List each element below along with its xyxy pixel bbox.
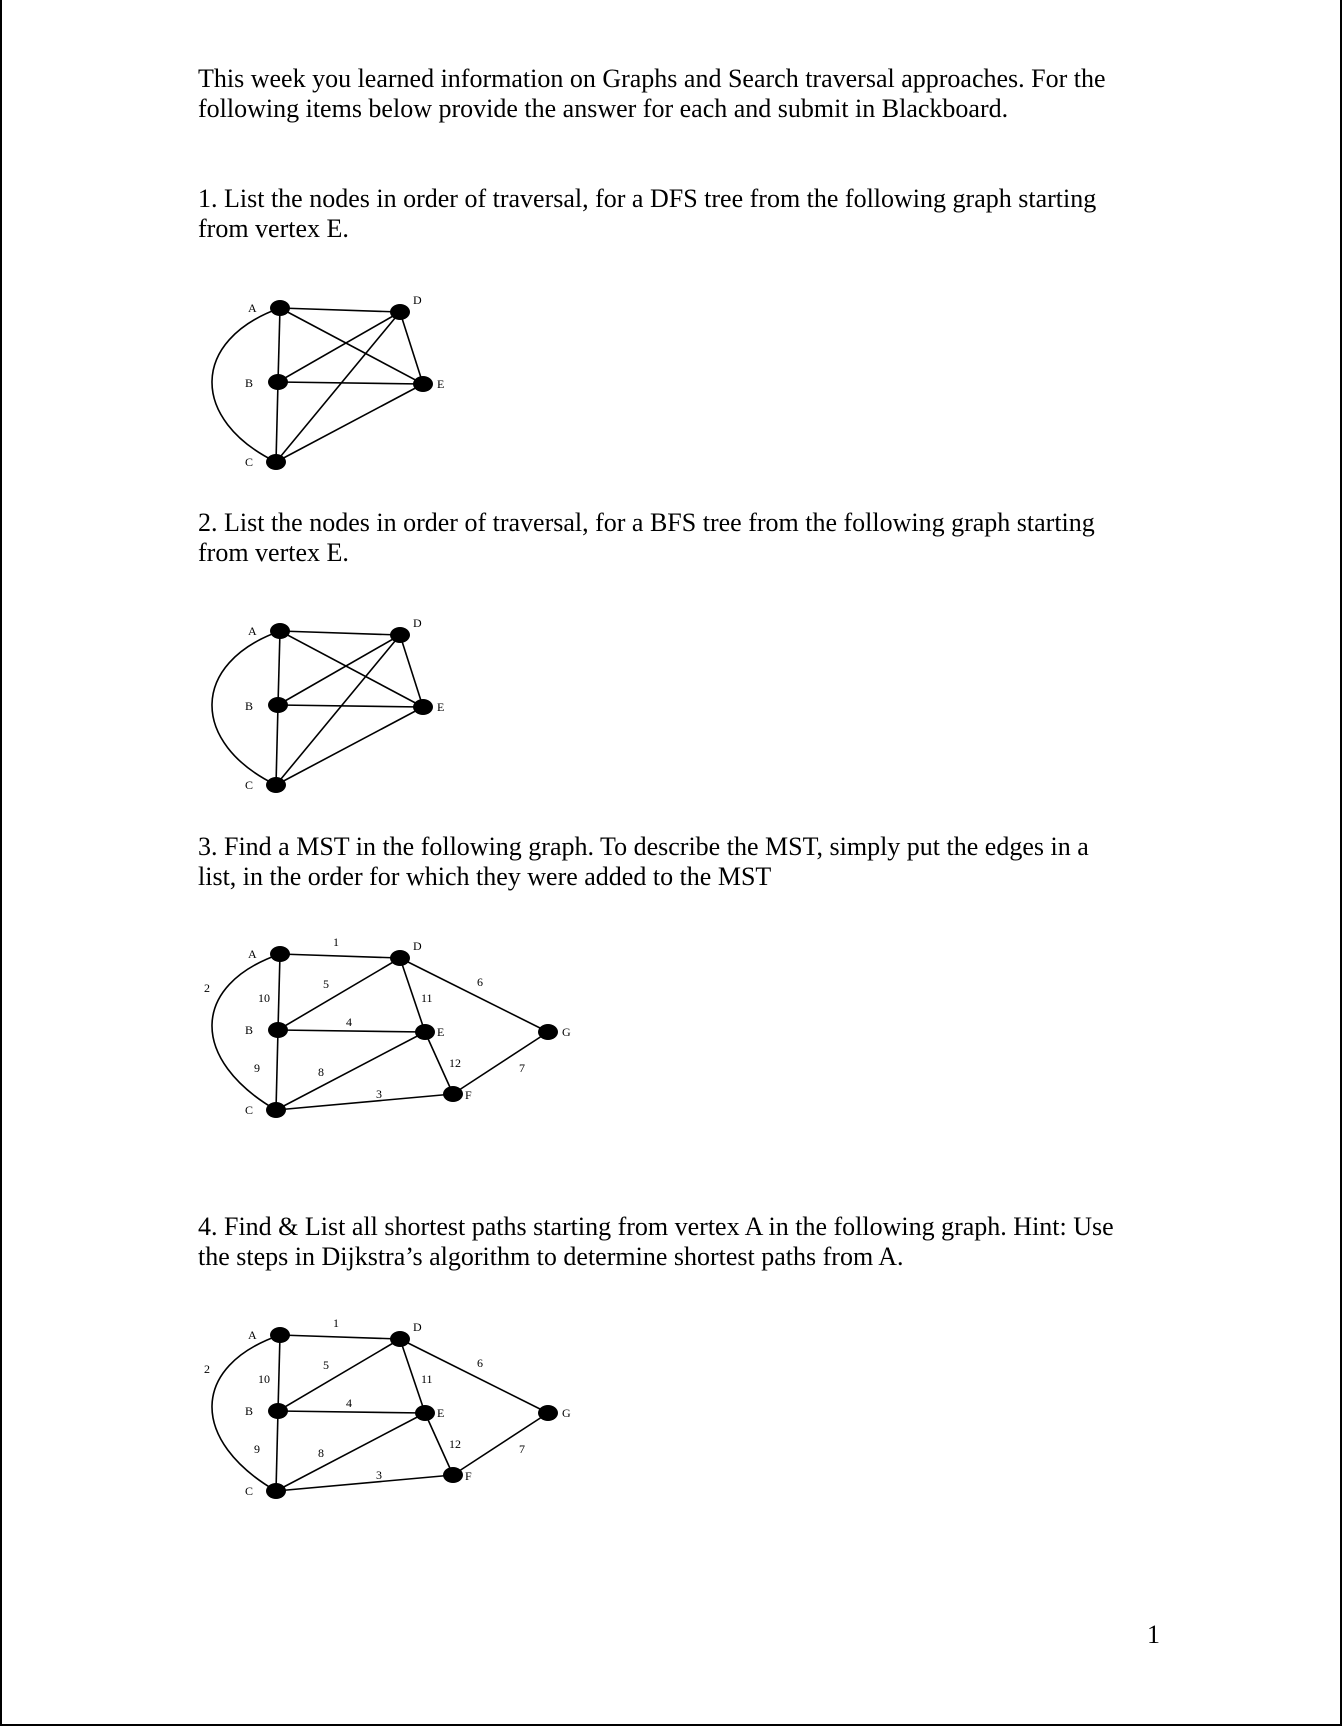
dijkstra-graph xyxy=(0,1311,600,1501)
dfs-graph xyxy=(0,290,500,490)
edge-b-e xyxy=(278,1411,425,1413)
node-g xyxy=(538,1024,558,1040)
node-label-d: D xyxy=(413,939,422,953)
weight-a-d: 1 xyxy=(333,935,339,949)
node-g xyxy=(538,1405,558,1421)
node-label-a: A xyxy=(248,624,257,638)
edge-a-b xyxy=(278,631,280,705)
edge-b-e xyxy=(278,382,423,384)
bfs-graph xyxy=(0,613,500,813)
node-label-c: C xyxy=(245,1103,254,1117)
weight-a-b: 10 xyxy=(258,991,270,1005)
weight-e-f: 12 xyxy=(449,1437,461,1451)
weight-a-c: 2 xyxy=(204,981,210,995)
node-e xyxy=(415,1405,435,1421)
weight-b-d: 5 xyxy=(323,977,329,991)
node-f xyxy=(443,1467,463,1483)
edge-a-b xyxy=(278,954,280,1030)
node-label-d: D xyxy=(413,616,422,630)
node-label-a: A xyxy=(248,947,257,961)
weight-b-d: 5 xyxy=(323,1358,329,1372)
node-a xyxy=(270,1327,290,1343)
node-e xyxy=(413,376,433,392)
weight-b-f: 3 xyxy=(376,1468,382,1482)
edge-a-b xyxy=(278,1335,280,1411)
node-label-f: F xyxy=(465,1088,472,1102)
graph-edges xyxy=(212,308,423,462)
node-b xyxy=(268,1403,288,1419)
edge-b-c xyxy=(276,1030,278,1110)
edge-b-c xyxy=(276,705,278,785)
question-3-text: 3. Find a MST in the following graph. To describe the MST, simply put the edges in a list, in the order for which they were added to the MST xyxy=(198,832,1089,891)
node-d xyxy=(390,1331,410,1347)
node-label-c: C xyxy=(245,778,254,792)
question-2-text: 2. List the nodes in order of traversal, for a BFS tree from the following graph starting from vertex E. xyxy=(198,508,1095,567)
edge-b-d xyxy=(278,958,400,1030)
node-label-b: B xyxy=(245,1404,254,1418)
weight-a-c: 2 xyxy=(204,1362,210,1376)
node-d xyxy=(390,627,410,643)
weight-b-c: 9 xyxy=(254,1061,260,1075)
node-a xyxy=(270,623,290,639)
node-d xyxy=(390,950,410,966)
node-label-f: F xyxy=(465,1469,472,1483)
weight-e-f: 12 xyxy=(449,1056,461,1070)
node-label-a: A xyxy=(248,1328,257,1342)
node-c xyxy=(266,454,286,470)
edge-b-d xyxy=(278,1339,400,1411)
weight-a-d: 1 xyxy=(333,1316,339,1330)
edge-f-g xyxy=(453,1032,548,1094)
edge-a-b xyxy=(278,308,280,382)
graph-edges xyxy=(212,631,423,785)
weight-b-e: 4 xyxy=(346,1015,352,1029)
edge-c-e xyxy=(276,707,423,785)
node-e xyxy=(415,1024,435,1040)
edge-b-c xyxy=(276,382,278,462)
edge-b-d xyxy=(278,312,400,382)
node-label-b: B xyxy=(245,376,254,390)
edge-b-e xyxy=(278,1030,425,1032)
page-number: 1 xyxy=(1147,1620,1160,1649)
node-label-g: G xyxy=(562,1025,571,1039)
node-label-b: B xyxy=(245,1023,254,1037)
node-label-b: B xyxy=(245,699,254,713)
weight-b-e: 4 xyxy=(346,1396,352,1410)
node-label-e: E xyxy=(437,1406,445,1420)
node-c xyxy=(266,777,286,793)
mst-graph xyxy=(0,930,600,1120)
weight-d-g: 6 xyxy=(477,1356,483,1370)
edge-a-d xyxy=(280,954,400,958)
edge-b-d xyxy=(278,635,400,705)
weight-c-e: 8 xyxy=(318,1065,324,1079)
weight-b-c: 9 xyxy=(254,1442,260,1456)
edge-a-d xyxy=(280,308,400,312)
question-1-text: 1. List the nodes in order of traversal, for a DFS tree from the following graph starting from vertex E. xyxy=(198,184,1097,243)
node-f xyxy=(443,1086,463,1102)
edge-b-c xyxy=(276,1411,278,1491)
edge-c-e xyxy=(276,384,423,462)
node-label-e: E xyxy=(437,377,445,391)
edge-b-e xyxy=(278,705,423,707)
question-4-text: 4. Find & List all shortest paths starting from vertex A in the following graph. Hint: Use the steps in Dijkstra’s algorithm to determine shortest paths from A. xyxy=(198,1212,1114,1271)
node-label-c: C xyxy=(245,1484,254,1498)
edge-f-g xyxy=(453,1413,548,1475)
node-label-e: E xyxy=(437,700,445,714)
weight-d-e: 11 xyxy=(421,991,433,1005)
node-b xyxy=(268,374,288,390)
node-d xyxy=(390,304,410,320)
node-label-d: D xyxy=(413,293,422,307)
weight-c-e: 8 xyxy=(318,1446,324,1460)
weight-f-g: 7 xyxy=(519,1442,525,1456)
intro-paragraph: This week you learned information on Graphs and Search traversal approaches. For the following items below provide the answer for each and submit in Blackboard. xyxy=(198,64,1106,123)
node-label-e: E xyxy=(437,1025,445,1039)
node-a xyxy=(270,946,290,962)
edge-a-d xyxy=(280,631,400,635)
weight-d-e: 11 xyxy=(421,1372,433,1386)
node-c xyxy=(266,1483,286,1499)
weight-d-g: 6 xyxy=(477,975,483,989)
weight-b-f: 3 xyxy=(376,1087,382,1101)
node-label-d: D xyxy=(413,1320,422,1334)
node-label-g: G xyxy=(562,1406,571,1420)
node-b xyxy=(268,697,288,713)
node-e xyxy=(413,699,433,715)
node-a xyxy=(270,300,290,316)
edge-a-d xyxy=(280,1335,400,1339)
node-b xyxy=(268,1022,288,1038)
edge-c-d xyxy=(276,635,400,785)
weight-a-b: 10 xyxy=(258,1372,270,1386)
node-label-a: A xyxy=(248,301,257,315)
node-c xyxy=(266,1102,286,1118)
edge-c-d xyxy=(276,312,400,462)
weight-f-g: 7 xyxy=(519,1061,525,1075)
node-label-c: C xyxy=(245,455,254,469)
